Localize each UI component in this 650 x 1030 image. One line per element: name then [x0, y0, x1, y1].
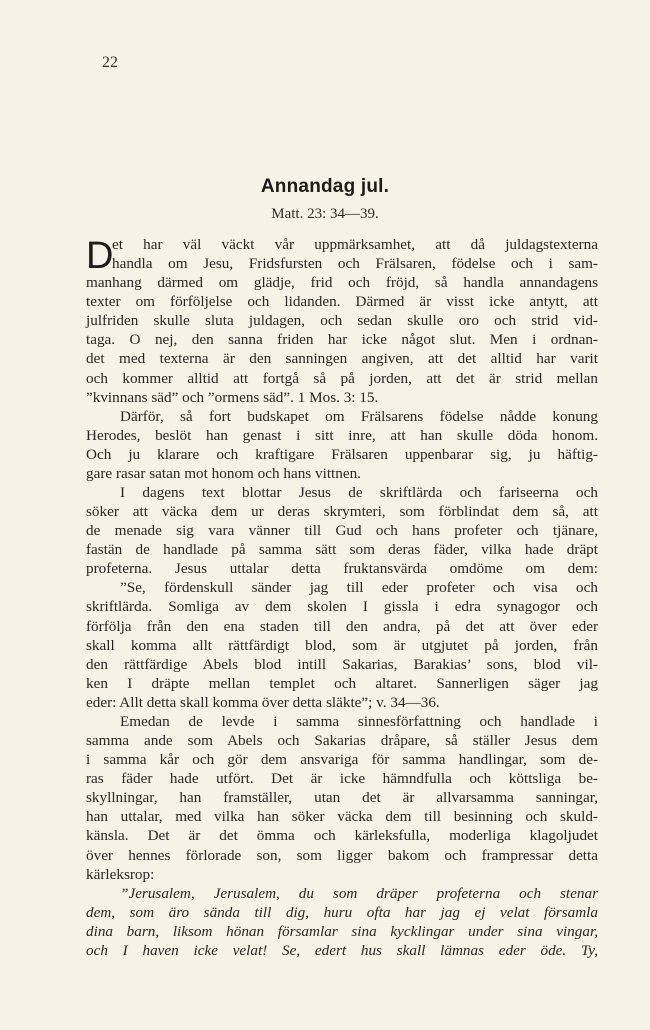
text-line: skriftlärda. Somliga av dem skolen I gissla i edra synagogor och: [86, 598, 598, 616]
text-line: dina barn, liksom hönan församlar sina kycklingar under sina vingar,: [86, 922, 598, 940]
text-line: Emedan de levde i samma sinnesförfattning och handlade i: [120, 712, 598, 730]
text-line: et har väl väckt vår uppmärksamhet, att då juldagstexterna: [112, 236, 598, 253]
text-line: gare rasar satan mot honom och hans vittnen.: [86, 464, 361, 482]
drop-cap: D: [86, 235, 114, 277]
text-line: känsla. Det är det ömma och kärleksfulla, moderliga klagoljudet: [86, 827, 598, 845]
text-line: de menade sig vara vänner till Gud och hans profeter och tjänare,: [86, 522, 598, 540]
text-line: söker att väcka dem ur deras skrymteri, som förblindat dem så, att: [86, 503, 598, 521]
text-line: Och ju klarare och kraftigare Frälsaren uppenbarar sig, ju häftig-: [86, 445, 598, 463]
text-line: det med texterna är den sanningen angiven, att det alltid har varit: [86, 350, 598, 368]
text-line: skall komma allt rättfärdigt blod, som är utgjutet på jorden, från: [86, 636, 598, 654]
scripture-reference: Matt. 23: 34—39.: [271, 206, 379, 222]
text-line: ”kvinnans säd” och ”ormens säd”. 1 Mos. 3: 15.: [86, 388, 379, 406]
text-line: ras fäder hade utfört. Det är icke hämndfulla och köttsliga be-: [86, 770, 598, 788]
body-text: [86, 235, 598, 960]
text-line: i samma kår och gör dem ansvariga för samma handlingar, som de-: [86, 751, 598, 769]
text-line: eder: Allt detta skall komma över detta släkte”; v. 34—36.: [86, 693, 440, 711]
text-line: förfölja från den ena staden till den andra, på det att över eder: [86, 617, 598, 635]
text-line: taga. O nej, den sanna friden har icke något slut. Men i ordnan-: [86, 331, 598, 349]
text-line: I dagens text blottar Jesus de skriftlärda och fariseerna och: [120, 484, 598, 502]
text-line: texter om förföljelse och lidanden. Därmed är visst icke antytt, att: [86, 293, 598, 311]
text-line: ”Se, fördenskull sänder jag till eder profeter och visa och: [120, 579, 598, 597]
page-number: 22: [102, 54, 118, 71]
text-line: och kommer alltid att fortgå så på jorden, att det är strid mellan: [86, 369, 598, 387]
text-line: den rättfärdige Abels blod intill Sakarias, Barakias’ sons, blod vil-: [86, 655, 598, 673]
text-line: ”Jerusalem, Jerusalem, du som dräper profeterna och stenar: [120, 884, 598, 902]
text-line: skyllningar, han framställer, utan det är allvarsamma sanningar,: [86, 789, 598, 807]
text-line: över hennes förlorade son, som ligger bakom och frampressar detta: [86, 846, 598, 864]
text-line: ken I dräpte mellan templet och altaret. Sannerligen säger jag: [86, 674, 598, 692]
text-line: handla om Jesu, Fridsfursten och Frälsaren, födelse och i sam-: [112, 255, 598, 273]
text-line: Därför, så fort budskapet om Frälsarens födelse nådde konung: [120, 407, 598, 425]
sermon-title: Annandag jul.: [260, 176, 390, 197]
text-line: manhang därmed om glädje, frid och fröjd, så handla annandagens: [86, 274, 598, 292]
text-line: Herodes, beslöt han genast i sitt inre, att han skulle döda honom.: [86, 426, 598, 444]
text-line: och I haven icke velat! Se, edert hus skall lämnas eder öde. Ty,: [86, 941, 598, 959]
text-line: julfriden skulle sluta juldagen, och sedan skulle oro och strid vid-: [86, 312, 598, 330]
text-line: han uttalar, med vilka han söker väcka dem till besinning och skuld-: [86, 808, 598, 826]
text-line: samma ande som Abels och Sakarias dråpare, så ställer Jesus dem: [86, 732, 598, 750]
text-line: profeterna. Jesus uttalar detta fruktansvärda omdöme om dem:: [86, 560, 598, 578]
text-line: fastän de handlade på samma sätt som deras fäder, vilka hade dräpt: [86, 541, 598, 559]
text-line: dem, som äro sända till dig, huru ofta har jag ej velat församla: [86, 903, 598, 921]
text-line: kärleksrop:: [86, 865, 155, 883]
